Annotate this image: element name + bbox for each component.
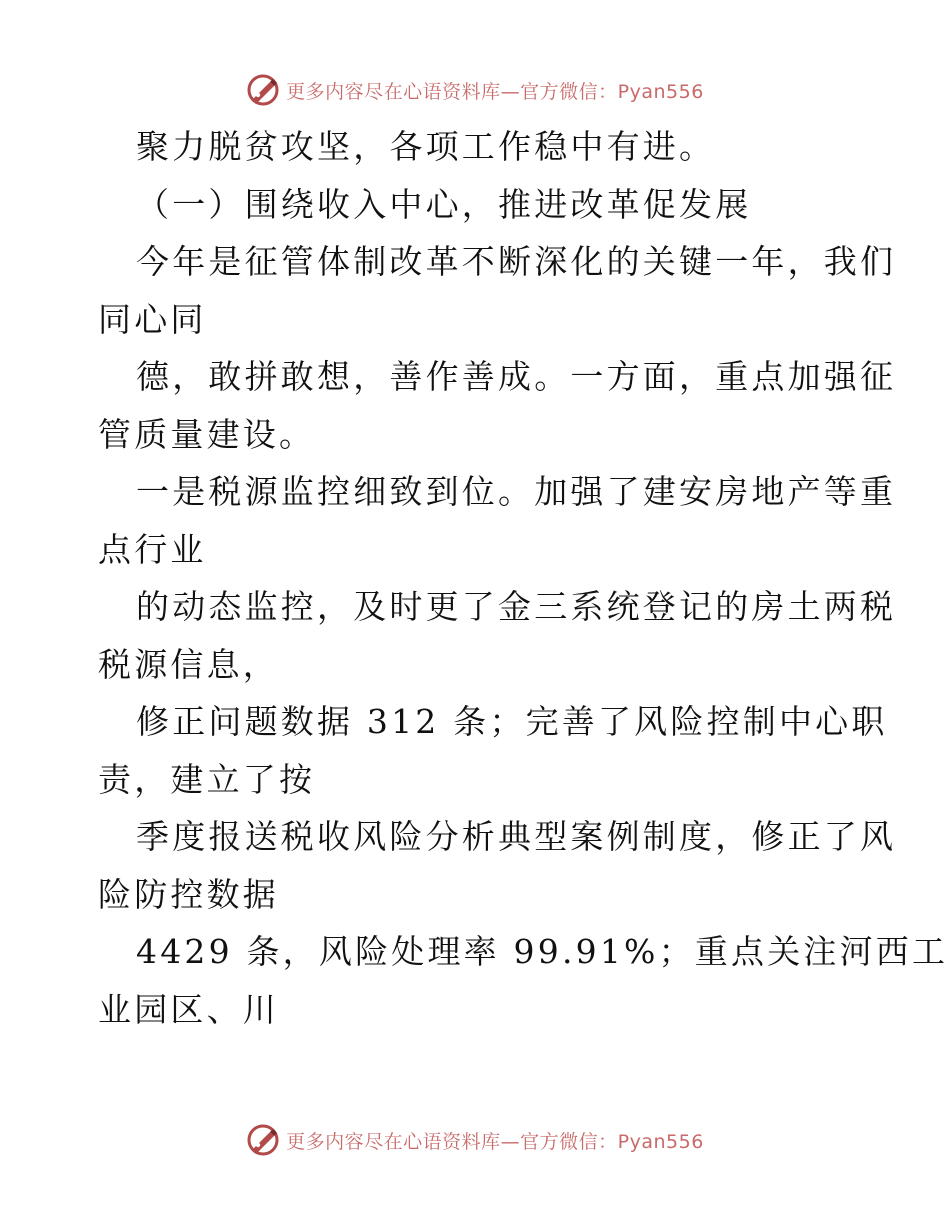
paragraph-line: 今年是征管体制改革不断深化的关键一年，我们 [136,242,897,281]
paragraph-line: 责，建立了按 [98,759,316,799]
paragraph-line: 4429 条，风险处理率 99.91%；重点关注河西工 [136,932,949,971]
paragraph-line: 一是税源监控细致到位。加强了建安房地产等重 [136,472,897,511]
paragraph-line: 税源信息， [98,644,279,684]
paragraph-line: 的动态监控，及时更了金三系统登记的房土两税 [136,587,897,626]
paragraph-line: 修正问题数据 312 条；完善了风险控制中心职 [136,702,888,741]
paragraph-line: 聚力脱贫攻坚，各项工作稳中有进。 [136,127,716,166]
paragraph-line: 业园区、川 [98,989,279,1029]
pen-circle-logo-icon [246,1123,280,1157]
paragraph-line: 点行业 [98,529,207,569]
header-watermark [0,70,950,110]
section-heading: （一）围绕收入中心，推进改革促发展 [136,184,752,224]
document-body [98,118,949,1038]
paragraph-line: 险防控数据 [98,874,279,914]
watermark-text: 更多内容尽在心语资料库—官方微信：Pyan556 [286,1130,704,1153]
paragraph-line: 德，敢拼敢想，善作善成。一方面，重点加强征 [136,357,897,396]
footer-watermark [0,1120,950,1160]
paragraph-line: 季度报送税收风险分析典型案例制度，修正了风 [136,817,897,856]
paragraph-line: 管质量建设。 [98,414,316,454]
pen-circle-logo-icon [246,73,280,107]
paragraph-line: 同心同 [98,299,207,339]
watermark-text: 更多内容尽在心语资料库—官方微信：Pyan556 [286,80,704,103]
